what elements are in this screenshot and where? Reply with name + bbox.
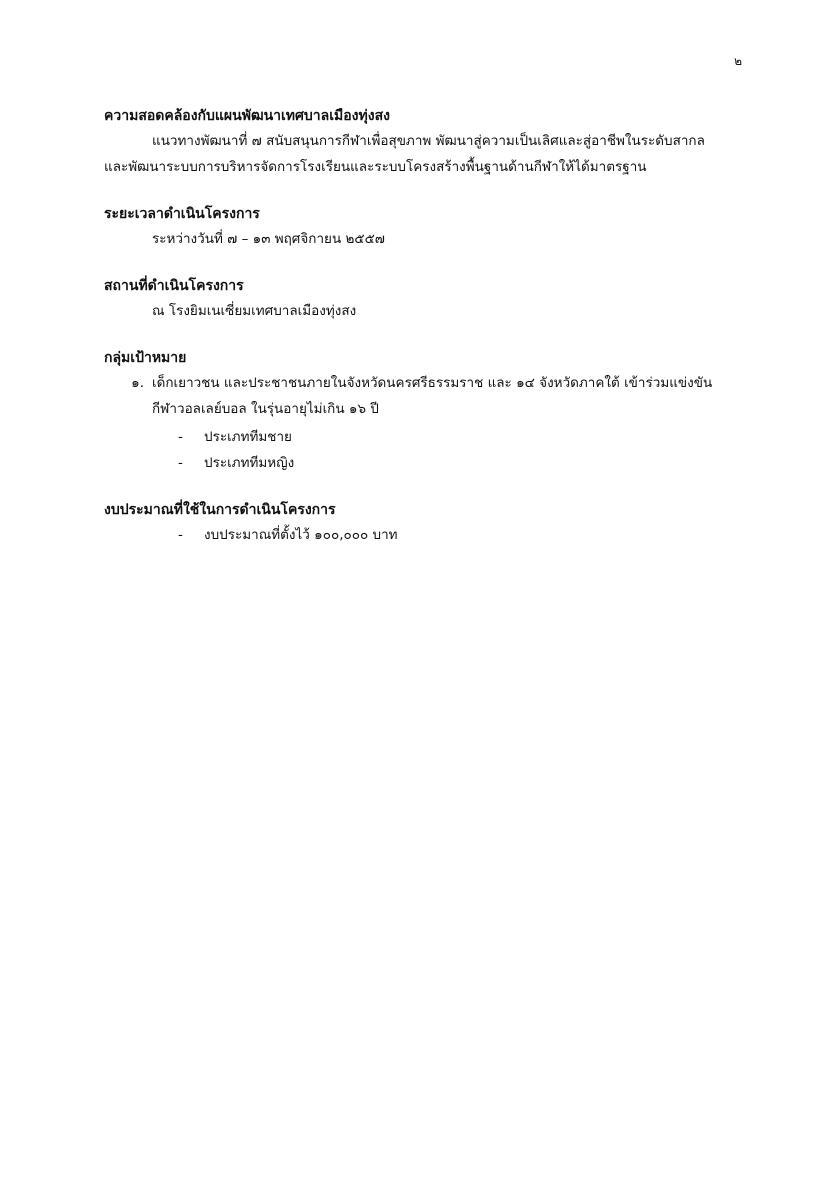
budget-list-item (104, 522, 744, 548)
section-alignment (104, 104, 744, 180)
section-heading-duration: ระยะเวลาดำเนินโครงการ (104, 206, 260, 222)
dash-bullet: - (178, 455, 183, 471)
document-body (104, 104, 744, 570)
dash-bullet: - (178, 429, 183, 445)
section-heading-location: สถานที่ดำเนินโครงการ (104, 278, 244, 294)
section-heading-budget: งบประมาณที่ใช้ในการดำเนินโครงการ (104, 502, 336, 518)
target-list-item (104, 370, 744, 422)
target-item-line-2: กีฬาวอลเลย์บอล ในรุ่นอายุไม่เกิน ๑๖ ปี (152, 401, 379, 417)
duration-text: ระหว่างวันที่ ๗ – ๑๓ พฤศจิกายน ๒๕๕๗ (152, 231, 385, 247)
target-item-line-1: เด็กเยาวชน และประชาชนภายในจังหวัดนครศรีธรรมราช และ ๑๔ จังหวัดภาคใต้ เข้าร่วมแข่งขัน (152, 375, 713, 391)
budget-item-text: งบประมาณที่ตั้งไว้ ๑๐๐,๐๐๐ บาท (204, 527, 398, 543)
section-budget (104, 498, 744, 548)
dash-bullet: - (178, 527, 183, 543)
target-item-text (152, 370, 744, 422)
section-target (104, 346, 744, 476)
target-sub-list (104, 424, 744, 476)
sub-item-men-team: ประเภททีมชาย (204, 429, 292, 445)
section-heading-alignment: ความสอดคล้องกับแผนพัฒนาเทศบาลเมืองทุ่งสง (104, 108, 390, 124)
alignment-text-line-2: และพัฒนาระบบการบริหารจัดการโรงเรียนและระบบโครงสร้างพื้นฐานด้านกีฬาให้ได้มาตรฐาน (104, 159, 647, 175)
sub-list-item (104, 424, 744, 450)
sub-list-item (104, 450, 744, 476)
location-text: ณ โรงยิมเนเซี่ยมเทศบาลเมืองทุ่งสง (152, 303, 357, 319)
section-heading-target: กลุ่มเป้าหมาย (104, 350, 187, 366)
section-duration (104, 202, 744, 252)
list-item-number: ๑. (131, 375, 144, 391)
page-number: ๒ (734, 54, 742, 68)
alignment-text-line-1: แนวทางพัฒนาที่ ๗ สนับสนุนการกีฬาเพื่อสุขภาพ พัฒนาสู่ความเป็นเลิศและสู่อาชีพในระดับสากล (152, 133, 705, 149)
sub-item-women-team: ประเภททีมหญิง (204, 455, 295, 471)
section-location (104, 274, 744, 324)
